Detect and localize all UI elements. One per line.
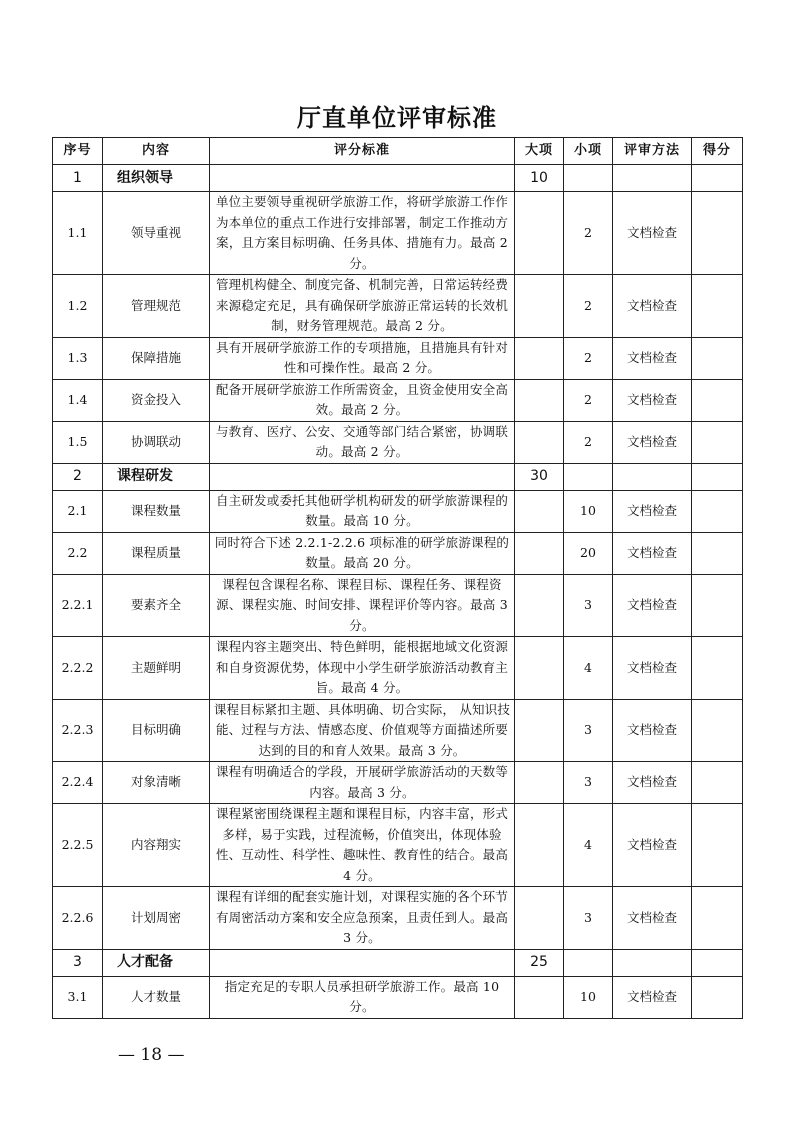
header-major: 大项 [515,138,564,165]
row-content: 人才配备 [103,949,210,976]
row-method [613,463,692,490]
row-method: 文档检查 [613,574,692,637]
table-row [53,192,743,275]
row-standard [210,949,515,976]
row-major: 10 [515,165,564,192]
table-row [53,637,743,700]
row-content: 目标明确 [103,699,210,762]
row-method: 文档检查 [613,421,692,463]
row-method: 文档检查 [613,490,692,532]
row-no: 3.1 [53,976,103,1018]
row-no: 2.2.3 [53,699,103,762]
row-major [515,804,564,887]
table-row [53,699,743,762]
row-major [515,532,564,574]
row-no: 2.2 [53,532,103,574]
row-score[interactable] [692,574,743,637]
row-no: 1.5 [53,421,103,463]
table-header-row [53,138,743,165]
row-minor: 2 [564,379,613,421]
row-method: 文档检查 [613,699,692,762]
row-method: 文档检查 [613,762,692,804]
row-score[interactable] [692,165,743,192]
row-minor: 2 [564,192,613,275]
row-no: 3 [53,949,103,976]
row-minor: 10 [564,976,613,1018]
row-no: 2.1 [53,490,103,532]
row-major [515,490,564,532]
table-row [53,574,743,637]
table-row [53,976,743,1018]
row-content: 领导重视 [103,192,210,275]
row-minor: 4 [564,637,613,700]
row-no: 1.1 [53,192,103,275]
table-row [53,804,743,887]
header-content: 内容 [103,138,210,165]
row-content: 计划周密 [103,887,210,950]
row-major [515,192,564,275]
row-content: 主题鲜明 [103,637,210,700]
header-minor: 小项 [564,138,613,165]
table-body [53,165,743,1019]
row-score[interactable] [692,804,743,887]
row-minor [564,949,613,976]
row-standard: 单位主要领导重视研学旅游工作，将研学旅游工作作为本单位的重点工作进行安排部署，制定工作推动方案，且方案目标明确、任务具体、措施有力。最高 2 分。 [210,192,515,275]
row-minor [564,463,613,490]
table-row [53,887,743,950]
row-major [515,574,564,637]
row-method: 文档检查 [613,637,692,700]
section-row [53,949,743,976]
row-method: 文档检查 [613,887,692,950]
section-row [53,463,743,490]
row-method: 文档检查 [613,275,692,338]
row-major: 25 [515,949,564,976]
row-score[interactable] [692,337,743,379]
row-standard: 课程紧密围绕课程主题和课程目标，内容丰富，形式多样，易于实践，过程流畅，价值突出，体现体验性、互动性、科学性、趣味性、教育性的结合。最高 4 分。 [210,804,515,887]
page-number: — 18 — [118,1045,185,1065]
row-major [515,887,564,950]
row-standard: 课程包含课程名称、课程目标、课程任务、课程资源、课程实施、时间安排、课程评价等内容。最高 3 分。 [210,574,515,637]
row-content: 课程数量 [103,490,210,532]
row-score[interactable] [692,463,743,490]
row-score[interactable] [692,379,743,421]
row-score[interactable] [692,699,743,762]
row-minor: 3 [564,887,613,950]
row-no: 2.2.5 [53,804,103,887]
header-method: 评审方法 [613,138,692,165]
row-minor: 2 [564,421,613,463]
row-major [515,275,564,338]
row-method [613,165,692,192]
row-content: 对象清晰 [103,762,210,804]
row-no: 2.2.4 [53,762,103,804]
row-method: 文档检查 [613,532,692,574]
row-minor: 3 [564,762,613,804]
row-method: 文档检查 [613,192,692,275]
row-minor: 2 [564,337,613,379]
row-no: 1.2 [53,275,103,338]
row-major [515,976,564,1018]
row-minor [564,165,613,192]
row-major: 30 [515,463,564,490]
row-minor: 10 [564,490,613,532]
header-score: 得分 [692,138,743,165]
row-standard: 具有开展研学旅游工作的专项措施，且措施具有针对性和可操作性。最高 2 分。 [210,337,515,379]
row-no: 2.2.2 [53,637,103,700]
row-content: 协调联动 [103,421,210,463]
section-row [53,165,743,192]
row-minor: 3 [564,699,613,762]
row-standard: 同时符合下述 2.2.1-2.2.6 项标准的研学旅游课程的数量。最高 20 分。 [210,532,515,574]
row-standard: 自主研发或委托其他研学机构研发的研学旅游课程的数量。最高 10 分。 [210,490,515,532]
row-score[interactable] [692,762,743,804]
row-method: 文档检查 [613,976,692,1018]
table-row [53,490,743,532]
row-content: 课程研发 [103,463,210,490]
evaluation-standards-table [52,137,743,1019]
header-no: 序号 [53,138,103,165]
row-content: 人才数量 [103,976,210,1018]
row-standard [210,463,515,490]
row-standard: 指定充足的专职人员承担研学旅游工作。最高 10 分。 [210,976,515,1018]
row-major [515,379,564,421]
row-minor: 3 [564,574,613,637]
header-standard: 评分标准 [210,138,515,165]
row-score[interactable] [692,192,743,275]
row-major [515,637,564,700]
row-no: 1 [53,165,103,192]
row-no: 2 [53,463,103,490]
row-content: 课程质量 [103,532,210,574]
row-standard: 管理机构健全、制度完备、机制完善，日常运转经费来源稳定充足，具有确保研学旅游正常运转的长效机制，财务管理规范。最高 2 分。 [210,275,515,338]
row-content: 管理规范 [103,275,210,338]
row-minor: 20 [564,532,613,574]
row-standard: 课程内容主题突出、特色鲜明，能根据地域文化资源和自身资源优势，体现中小学生研学旅游活动教育主旨。最高 4 分。 [210,637,515,700]
row-score[interactable] [692,532,743,574]
row-no: 2.2.6 [53,887,103,950]
table-row [53,275,743,338]
table-row [53,379,743,421]
table-row [53,532,743,574]
row-score[interactable] [692,976,743,1018]
page-title: 厅直单位评审标准 [297,103,497,132]
row-content: 组织领导 [103,165,210,192]
row-standard: 课程有明确适合的学段，开展研学旅游活动的天数等内容。最高 3 分。 [210,762,515,804]
table-row [53,762,743,804]
row-major [515,699,564,762]
row-standard: 课程目标紧扣主题、具体明确、切合实际， 从知识技能、过程与方法、情感态度、价值观等方面描述所要达到的目的和育人效果。最高 3 分。 [210,699,515,762]
row-standard: 配备开展研学旅游工作所需资金，且资金使用安全高效。最高 2 分。 [210,379,515,421]
row-score[interactable] [692,421,743,463]
row-minor: 4 [564,804,613,887]
row-score[interactable] [692,949,743,976]
row-major [515,762,564,804]
row-method: 文档检查 [613,337,692,379]
row-score[interactable] [692,887,743,950]
row-content: 保障措施 [103,337,210,379]
row-standard [210,165,515,192]
row-score[interactable] [692,275,743,338]
row-major [515,421,564,463]
row-score[interactable] [692,490,743,532]
row-no: 1.4 [53,379,103,421]
row-method [613,949,692,976]
table-row [53,337,743,379]
row-score[interactable] [692,637,743,700]
row-no: 2.2.1 [53,574,103,637]
row-method: 文档检查 [613,379,692,421]
row-content: 要素齐全 [103,574,210,637]
row-standard: 与教育、医疗、公安、交通等部门结合紧密，协调联动。最高 2 分。 [210,421,515,463]
row-content: 资金投入 [103,379,210,421]
row-minor: 2 [564,275,613,338]
table-row [53,421,743,463]
row-no: 1.3 [53,337,103,379]
row-content: 内容翔实 [103,804,210,887]
row-standard: 课程有详细的配套实施计划，对课程实施的各个环节有周密活动方案和安全应急预案，且责任到人。最高 3 分。 [210,887,515,950]
row-method: 文档检查 [613,804,692,887]
row-major [515,337,564,379]
